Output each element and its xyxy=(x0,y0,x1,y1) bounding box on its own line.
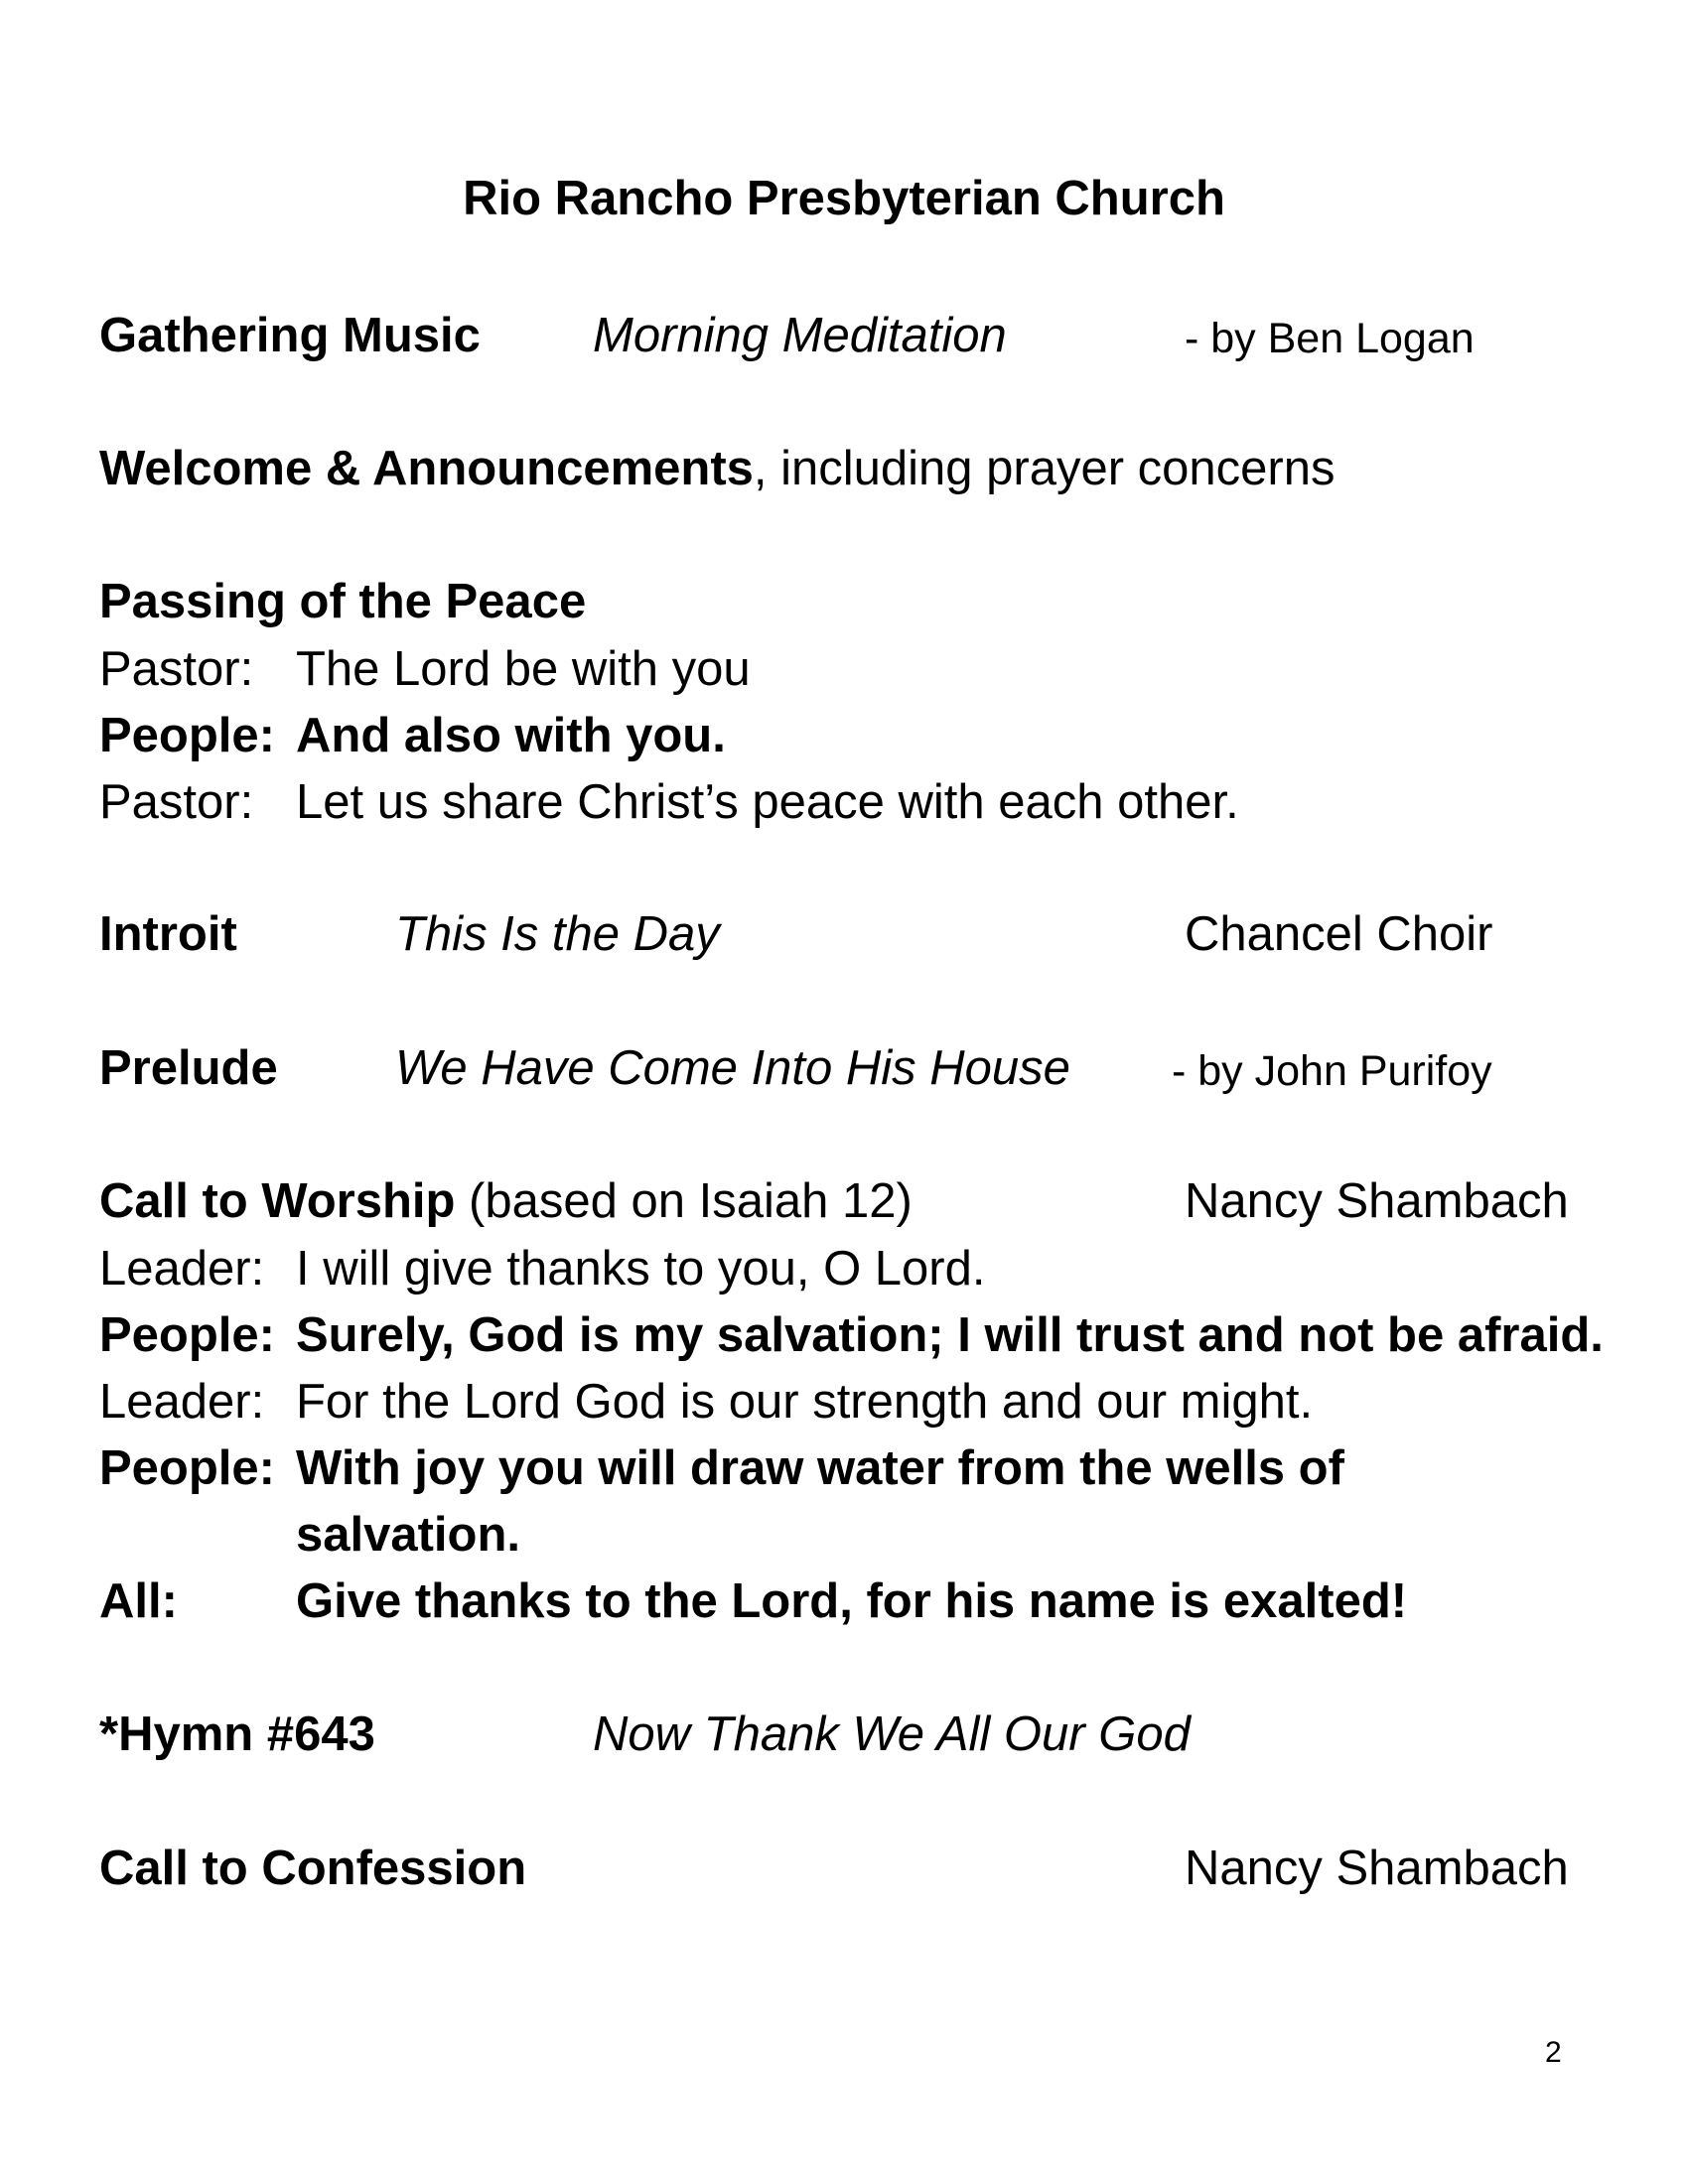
confession-leader: Nancy Shambach xyxy=(1185,1842,1569,1895)
worship-speaker-2: People: xyxy=(99,1308,275,1362)
introit-label: Introit xyxy=(99,907,237,961)
gathering-label: Gathering Music xyxy=(99,309,481,362)
introit-piece: This Is the Day xyxy=(395,907,720,961)
peace-speaker-2: People: xyxy=(99,709,275,762)
worship-speaker-4: People: xyxy=(99,1441,275,1495)
worship-text-2: Surely, God is my salvation; I will trust and not be afraid. xyxy=(296,1308,1604,1362)
church-title: Rio Rancho Presbyterian Church xyxy=(463,172,1225,225)
worship-text-4: With joy you will draw water from the wells of xyxy=(296,1441,1344,1495)
call-to-worship-label: Call to Worship xyxy=(99,1174,456,1228)
worship-speaker-3: Leader: xyxy=(99,1375,265,1429)
peace-heading: Passing of the Peace xyxy=(99,575,587,628)
call-to-worship-line xyxy=(99,1171,913,1231)
worship-speaker-6: All: xyxy=(99,1574,178,1628)
gathering-composer: - by Ben Logan xyxy=(1185,315,1475,362)
call-to-worship-leader: Nancy Shambach xyxy=(1185,1174,1569,1228)
prelude-label: Prelude xyxy=(99,1041,278,1095)
worship-text-5: salvation. xyxy=(296,1508,521,1562)
peace-text-3: Let us share Christ’s peace with each other. xyxy=(296,775,1239,829)
page-number: 2 xyxy=(1545,2036,1562,2069)
hymn-title: Now Thank We All Our God xyxy=(593,1707,1191,1761)
confession-label: Call to Confession xyxy=(99,1842,527,1895)
hymn-label: *Hymn #643 xyxy=(99,1707,375,1761)
peace-speaker-1: Pastor: xyxy=(99,642,254,696)
welcome-label: Welcome & Announcements xyxy=(99,442,754,495)
worship-text-6: Give thanks to the Lord, for his name is exalted! xyxy=(296,1574,1408,1628)
worship-text-1: I will give thanks to you, O Lord. xyxy=(296,1242,986,1296)
worship-speaker-1: Leader: xyxy=(99,1242,265,1296)
prelude-composer: - by John Purifoy xyxy=(1172,1047,1492,1095)
peace-speaker-3: Pastor: xyxy=(99,775,254,829)
gathering-piece: Morning Meditation xyxy=(593,309,1007,362)
welcome-line xyxy=(99,439,1336,498)
introit-performer: Chancel Choir xyxy=(1185,907,1493,961)
call-to-worship-source: (based on Isaiah 12) xyxy=(455,1174,913,1228)
peace-text-1: The Lord be with you xyxy=(296,642,751,696)
worship-text-3: For the Lord God is our strength and our might. xyxy=(296,1375,1314,1429)
welcome-rest: , including prayer concerns xyxy=(753,442,1336,495)
prelude-piece: We Have Come Into His House xyxy=(395,1041,1070,1095)
peace-text-2: And also with you. xyxy=(296,709,726,762)
